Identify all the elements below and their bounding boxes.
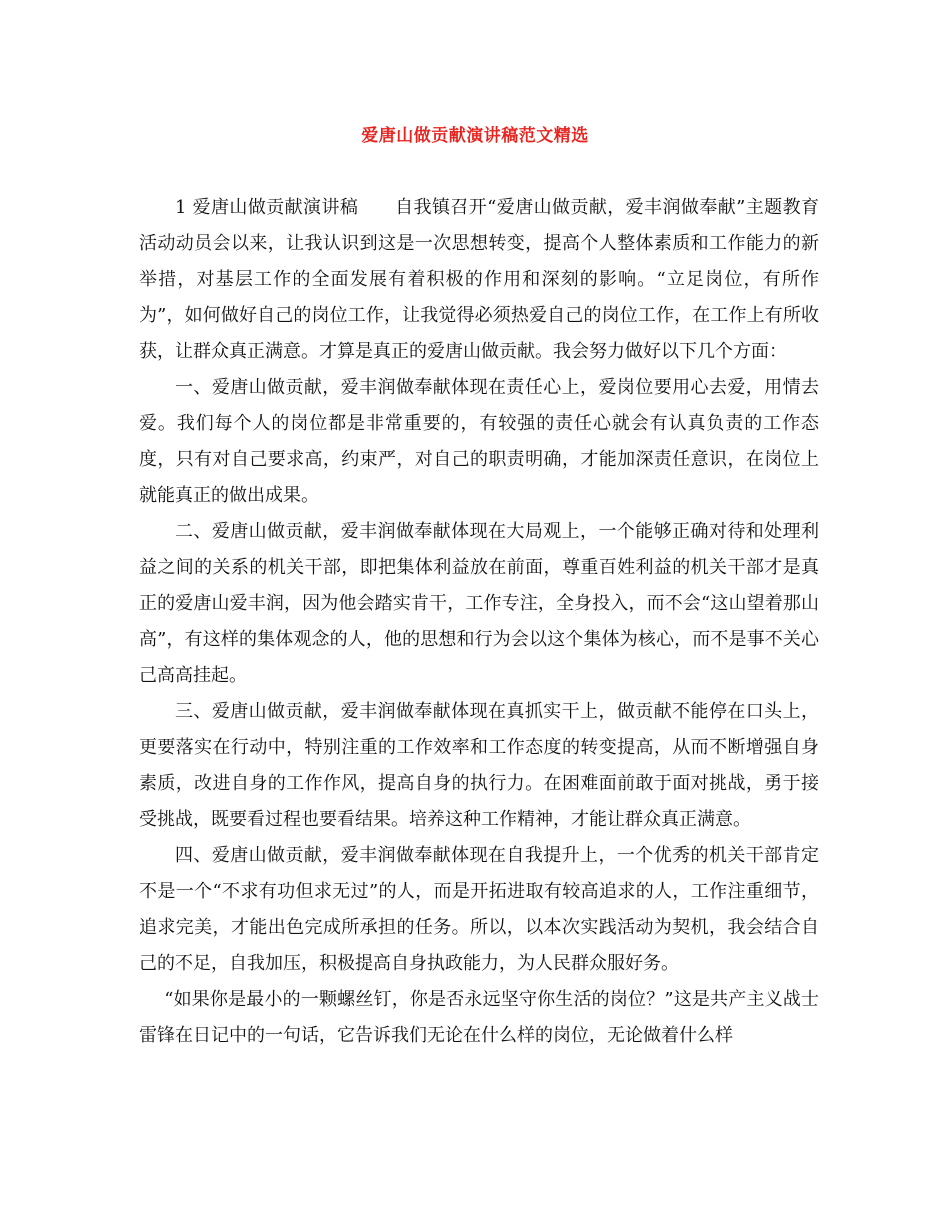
document-title: 爱唐山做贡献演讲稿范文精选	[361, 126, 589, 146]
paragraph-point-three: 三、爱唐山做贡献，爱丰润做奉献体现在真抓实干上，做贡献不能停在口头上，更要落实在行动中，特别注重的工作效率和工作态度的转变提高，从而不断增强自身素质，改进自身的工作作风，提高自身的执行力。在困难面前敢于面对挑战，勇于接受挑战，既要看过程也要看结果。培养这种工作精神，才能让群众真正满意。	[139, 701, 819, 830]
paragraph-intro: 1 爱唐山做贡献演讲稿 自我镇召开“爱唐山做贡献，爱丰润做奉献”主题教育活动动员会以来，让我认识到这是一次思想转变，提高个人整体素质和工作能力的新举措，对基层工作的全面发展有着积极的作用和深刻的影响。“立足岗位，有所作为”，如何做好自己的岗位工作，让我觉得必须热爱自己的岗位工作，在工作上有所收获，让群众真正满意。才算是真正的爱唐山做贡献。我会努力做好以下几个方面：	[139, 197, 819, 362]
paragraph-point-one: 一、爱唐山做贡献，爱丰润做奉献体现在责任心上，爱岗位要用心去爱，用情去爱。我们每个人的岗位都是非常重要的，有较强的责任心就会有认真负责的工作态度，只有对自己要求高，约束严，对自己的职责明确，才能加深责任意识，在岗位上就能真正的做出成果。	[139, 377, 819, 506]
paragraph-point-two: 二、爱唐山做贡献，爱丰润做奉献体现在大局观上，一个能够正确对待和处理利益之间的关系的机关干部，即把集体利益放在前面，尊重百姓利益的机关干部才是真正的爱唐山爱丰润，因为他会踏实肯干，工作专注，全身投入，而不会“这山望着那山高”，有这样的集体观念的人，他的思想和行为会以这个集体为核心，而不是事不关心己高高挂起。	[139, 521, 819, 686]
document-body	[139, 190, 819, 1054]
paragraph-lei-feng-quote: “如果你是最小的一颗螺丝钉，你是否永远坚守你生活的岗位？”这是共产主义战士雷锋在日记中的一句话，它告诉我们无论在什么样的岗位，无论做着什么样	[139, 989, 819, 1046]
paragraph-point-four: 四、爱唐山做贡献，爱丰润做奉献体现在自我提升上，一个优秀的机关干部肯定不是一个“不求有功但求无过”的人，而是开拓进取有较高追求的人，工作注重细节，追求完美，才能出色完成所承担的任务。所以，以本次实践活动为契机，我会结合自己的不足，自我加压，积极提高自身执政能力，为人民群众服好务。	[139, 845, 819, 974]
